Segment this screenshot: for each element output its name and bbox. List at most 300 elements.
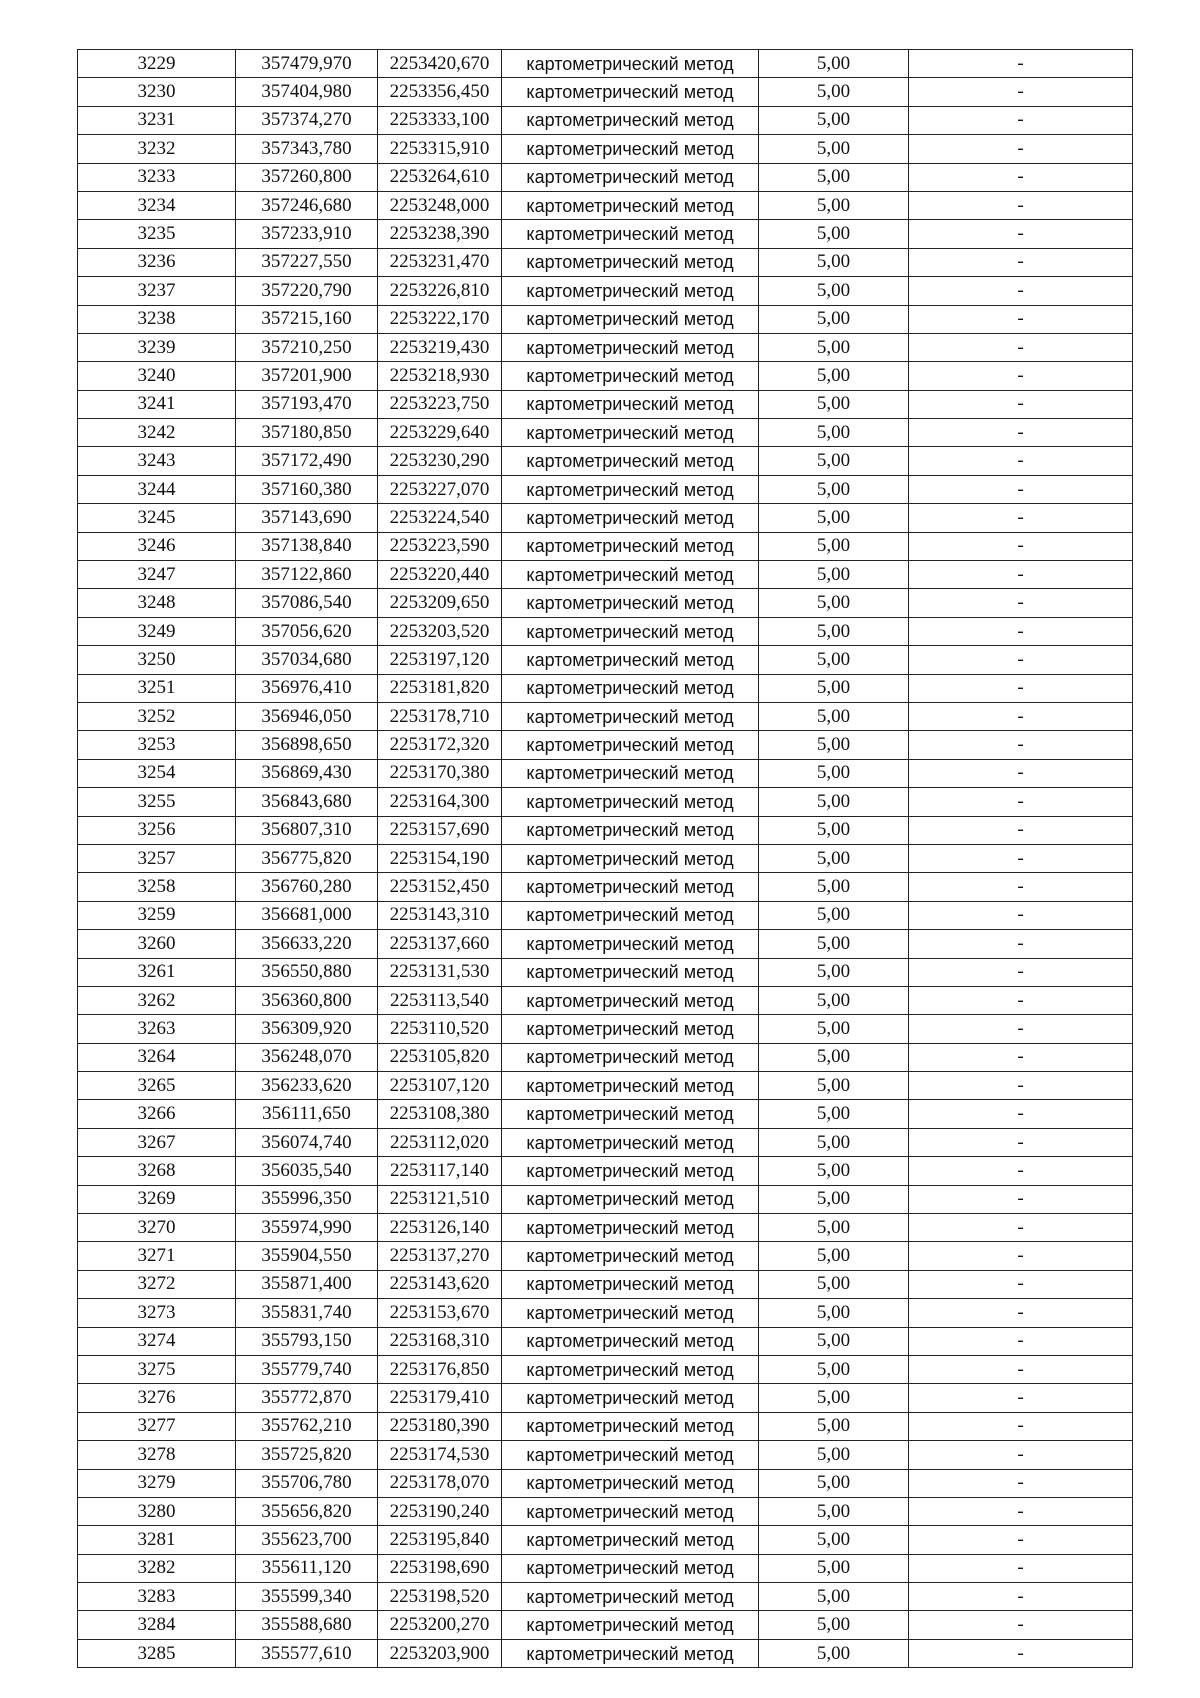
table-row <box>78 419 1133 447</box>
accuracy-cell: 5,00 <box>759 702 909 730</box>
y-coordinate-cell: 2253356,450 <box>378 78 502 106</box>
note-cell: - <box>909 532 1133 560</box>
method-cell: картометрический метод <box>502 305 759 333</box>
y-coordinate-cell: 2253180,390 <box>378 1412 502 1440</box>
accuracy-cell: 5,00 <box>759 1384 909 1412</box>
note-cell: - <box>909 419 1133 447</box>
accuracy-cell: 5,00 <box>759 220 909 248</box>
table-row <box>78 759 1133 787</box>
x-coordinate-cell: 355577,610 <box>236 1639 378 1667</box>
table-row <box>78 390 1133 418</box>
note-cell: - <box>909 759 1133 787</box>
point-number-cell: 3247 <box>78 561 236 589</box>
note-cell: - <box>909 561 1133 589</box>
x-coordinate-cell: 355656,820 <box>236 1497 378 1525</box>
method-cell: картометрический метод <box>502 788 759 816</box>
method-cell: картометрический метод <box>502 135 759 163</box>
method-cell: картометрический метод <box>502 731 759 759</box>
method-cell: картометрический метод <box>502 617 759 645</box>
method-cell: картометрический метод <box>502 447 759 475</box>
point-number-cell: 3234 <box>78 191 236 219</box>
y-coordinate-cell: 2253226,810 <box>378 277 502 305</box>
point-number-cell: 3272 <box>78 1270 236 1298</box>
x-coordinate-cell: 356976,410 <box>236 674 378 702</box>
y-coordinate-cell: 2253209,650 <box>378 589 502 617</box>
table-row <box>78 475 1133 503</box>
point-number-cell: 3237 <box>78 277 236 305</box>
accuracy-cell: 5,00 <box>759 901 909 929</box>
accuracy-cell: 5,00 <box>759 1526 909 1554</box>
table-row <box>78 1128 1133 1156</box>
note-cell: - <box>909 1015 1133 1043</box>
accuracy-cell: 5,00 <box>759 1355 909 1383</box>
point-number-cell: 3282 <box>78 1554 236 1582</box>
note-cell: - <box>909 1100 1133 1128</box>
note-cell: - <box>909 333 1133 361</box>
point-number-cell: 3239 <box>78 333 236 361</box>
x-coordinate-cell: 357034,680 <box>236 646 378 674</box>
point-number-cell: 3259 <box>78 901 236 929</box>
method-cell: картометрический метод <box>502 1043 759 1071</box>
note-cell: - <box>909 504 1133 532</box>
accuracy-cell: 5,00 <box>759 646 909 674</box>
point-number-cell: 3265 <box>78 1072 236 1100</box>
point-number-cell: 3284 <box>78 1611 236 1639</box>
y-coordinate-cell: 2253218,930 <box>378 362 502 390</box>
x-coordinate-cell: 355974,990 <box>236 1214 378 1242</box>
method-cell: картометрический метод <box>502 1554 759 1582</box>
point-number-cell: 3276 <box>78 1384 236 1412</box>
method-cell: картометрический метод <box>502 1384 759 1412</box>
x-coordinate-cell: 356360,800 <box>236 986 378 1014</box>
method-cell: картометрический метод <box>502 220 759 248</box>
x-coordinate-cell: 355793,150 <box>236 1327 378 1355</box>
x-coordinate-cell: 357122,860 <box>236 561 378 589</box>
accuracy-cell: 5,00 <box>759 163 909 191</box>
note-cell: - <box>909 1554 1133 1582</box>
method-cell: картометрический метод <box>502 532 759 560</box>
accuracy-cell: 5,00 <box>759 844 909 872</box>
table-row <box>78 447 1133 475</box>
note-cell: - <box>909 305 1133 333</box>
y-coordinate-cell: 2253231,470 <box>378 248 502 276</box>
y-coordinate-cell: 2253117,140 <box>378 1157 502 1185</box>
point-number-cell: 3267 <box>78 1128 236 1156</box>
note-cell: - <box>909 1327 1133 1355</box>
accuracy-cell: 5,00 <box>759 1469 909 1497</box>
note-cell: - <box>909 816 1133 844</box>
y-coordinate-cell: 2253164,300 <box>378 788 502 816</box>
x-coordinate-cell: 356233,620 <box>236 1072 378 1100</box>
note-cell: - <box>909 901 1133 929</box>
method-cell: картометрический метод <box>502 1441 759 1469</box>
method-cell: картометрический метод <box>502 1327 759 1355</box>
table-row <box>78 78 1133 106</box>
method-cell: картометрический метод <box>502 1242 759 1270</box>
x-coordinate-cell: 357210,250 <box>236 333 378 361</box>
method-cell: картометрический метод <box>502 1355 759 1383</box>
y-coordinate-cell: 2253200,270 <box>378 1611 502 1639</box>
method-cell: картометрический метод <box>502 390 759 418</box>
x-coordinate-cell: 357138,840 <box>236 532 378 560</box>
point-number-cell: 3251 <box>78 674 236 702</box>
table-row <box>78 1526 1133 1554</box>
x-coordinate-cell: 355779,740 <box>236 1355 378 1383</box>
table-row <box>78 958 1133 986</box>
accuracy-cell: 5,00 <box>759 1214 909 1242</box>
x-coordinate-cell: 357215,160 <box>236 305 378 333</box>
y-coordinate-cell: 2253197,120 <box>378 646 502 674</box>
x-coordinate-cell: 356869,430 <box>236 759 378 787</box>
accuracy-cell: 5,00 <box>759 1157 909 1185</box>
accuracy-cell: 5,00 <box>759 1185 909 1213</box>
y-coordinate-cell: 2253126,140 <box>378 1214 502 1242</box>
accuracy-cell: 5,00 <box>759 1072 909 1100</box>
note-cell: - <box>909 1043 1133 1071</box>
table-row <box>78 646 1133 674</box>
point-number-cell: 3280 <box>78 1497 236 1525</box>
accuracy-cell: 5,00 <box>759 106 909 134</box>
note-cell: - <box>909 1611 1133 1639</box>
method-cell: картометрический метод <box>502 1128 759 1156</box>
method-cell: картометрический метод <box>502 816 759 844</box>
point-number-cell: 3252 <box>78 702 236 730</box>
x-coordinate-cell: 356775,820 <box>236 844 378 872</box>
accuracy-cell: 5,00 <box>759 1583 909 1611</box>
point-number-cell: 3238 <box>78 305 236 333</box>
table-row <box>78 1611 1133 1639</box>
point-number-cell: 3233 <box>78 163 236 191</box>
x-coordinate-cell: 355706,780 <box>236 1469 378 1497</box>
accuracy-cell: 5,00 <box>759 561 909 589</box>
note-cell: - <box>909 191 1133 219</box>
y-coordinate-cell: 2253153,670 <box>378 1299 502 1327</box>
y-coordinate-cell: 2253220,440 <box>378 561 502 589</box>
point-number-cell: 3278 <box>78 1441 236 1469</box>
point-number-cell: 3283 <box>78 1583 236 1611</box>
note-cell: - <box>909 277 1133 305</box>
note-cell: - <box>909 674 1133 702</box>
y-coordinate-cell: 2253172,320 <box>378 731 502 759</box>
table-row <box>78 504 1133 532</box>
table-row <box>78 1242 1133 1270</box>
y-coordinate-cell: 2253121,510 <box>378 1185 502 1213</box>
table-row <box>78 1015 1133 1043</box>
y-coordinate-cell: 2253168,310 <box>378 1327 502 1355</box>
method-cell: картометрический метод <box>502 1214 759 1242</box>
x-coordinate-cell: 357086,540 <box>236 589 378 617</box>
coordinates-table <box>77 49 1133 1668</box>
x-coordinate-cell: 357404,980 <box>236 78 378 106</box>
x-coordinate-cell: 355831,740 <box>236 1299 378 1327</box>
accuracy-cell: 5,00 <box>759 1497 909 1525</box>
accuracy-cell: 5,00 <box>759 1128 909 1156</box>
y-coordinate-cell: 2253108,380 <box>378 1100 502 1128</box>
note-cell: - <box>909 731 1133 759</box>
point-number-cell: 3277 <box>78 1412 236 1440</box>
x-coordinate-cell: 356633,220 <box>236 930 378 958</box>
point-number-cell: 3274 <box>78 1327 236 1355</box>
x-coordinate-cell: 355996,350 <box>236 1185 378 1213</box>
accuracy-cell: 5,00 <box>759 986 909 1014</box>
accuracy-cell: 5,00 <box>759 930 909 958</box>
point-number-cell: 3279 <box>78 1469 236 1497</box>
point-number-cell: 3230 <box>78 78 236 106</box>
x-coordinate-cell: 357056,620 <box>236 617 378 645</box>
y-coordinate-cell: 2253222,170 <box>378 305 502 333</box>
accuracy-cell: 5,00 <box>759 958 909 986</box>
note-cell: - <box>909 1299 1133 1327</box>
method-cell: картометрический метод <box>502 1611 759 1639</box>
y-coordinate-cell: 2253176,850 <box>378 1355 502 1383</box>
method-cell: картометрический метод <box>502 1469 759 1497</box>
method-cell: картометрический метод <box>502 1639 759 1667</box>
point-number-cell: 3263 <box>78 1015 236 1043</box>
table-row <box>78 1583 1133 1611</box>
accuracy-cell: 5,00 <box>759 1242 909 1270</box>
note-cell: - <box>909 220 1133 248</box>
point-number-cell: 3285 <box>78 1639 236 1667</box>
accuracy-cell: 5,00 <box>759 816 909 844</box>
table-row <box>78 532 1133 560</box>
accuracy-cell: 5,00 <box>759 419 909 447</box>
point-number-cell: 3273 <box>78 1299 236 1327</box>
y-coordinate-cell: 2253113,540 <box>378 986 502 1014</box>
note-cell: - <box>909 1270 1133 1298</box>
method-cell: картометрический метод <box>502 958 759 986</box>
y-coordinate-cell: 2253137,270 <box>378 1242 502 1270</box>
method-cell: картометрический метод <box>502 674 759 702</box>
y-coordinate-cell: 2253219,430 <box>378 333 502 361</box>
accuracy-cell: 5,00 <box>759 788 909 816</box>
y-coordinate-cell: 2253154,190 <box>378 844 502 872</box>
x-coordinate-cell: 357260,800 <box>236 163 378 191</box>
point-number-cell: 3261 <box>78 958 236 986</box>
table-row <box>78 305 1133 333</box>
accuracy-cell: 5,00 <box>759 1441 909 1469</box>
coordinates-table-body <box>78 50 1133 1668</box>
method-cell: картометрический метод <box>502 901 759 929</box>
x-coordinate-cell: 357343,780 <box>236 135 378 163</box>
method-cell: картометрический метод <box>502 986 759 1014</box>
y-coordinate-cell: 2253198,520 <box>378 1583 502 1611</box>
y-coordinate-cell: 2253223,750 <box>378 390 502 418</box>
table-row <box>78 674 1133 702</box>
accuracy-cell: 5,00 <box>759 277 909 305</box>
method-cell: картометрический метод <box>502 1185 759 1213</box>
method-cell: картометрический метод <box>502 1412 759 1440</box>
table-row <box>78 135 1133 163</box>
y-coordinate-cell: 2253137,660 <box>378 930 502 958</box>
point-number-cell: 3257 <box>78 844 236 872</box>
x-coordinate-cell: 356111,650 <box>236 1100 378 1128</box>
method-cell: картометрический метод <box>502 646 759 674</box>
note-cell: - <box>909 1497 1133 1525</box>
y-coordinate-cell: 2253264,610 <box>378 163 502 191</box>
table-row <box>78 1100 1133 1128</box>
method-cell: картометрический метод <box>502 475 759 503</box>
point-number-cell: 3240 <box>78 362 236 390</box>
note-cell: - <box>909 1128 1133 1156</box>
note-cell: - <box>909 1583 1133 1611</box>
y-coordinate-cell: 2253178,070 <box>378 1469 502 1497</box>
x-coordinate-cell: 357143,690 <box>236 504 378 532</box>
point-number-cell: 3262 <box>78 986 236 1014</box>
x-coordinate-cell: 357172,490 <box>236 447 378 475</box>
point-number-cell: 3248 <box>78 589 236 617</box>
y-coordinate-cell: 2253179,410 <box>378 1384 502 1412</box>
method-cell: картометрический метод <box>502 106 759 134</box>
table-row <box>78 248 1133 276</box>
accuracy-cell: 5,00 <box>759 1299 909 1327</box>
method-cell: картометрический метод <box>502 1157 759 1185</box>
accuracy-cell: 5,00 <box>759 1611 909 1639</box>
note-cell: - <box>909 1412 1133 1440</box>
table-row <box>78 1384 1133 1412</box>
note-cell: - <box>909 447 1133 475</box>
table-row <box>78 1043 1133 1071</box>
table-row <box>78 1214 1133 1242</box>
method-cell: картометрический метод <box>502 504 759 532</box>
table-row <box>78 1412 1133 1440</box>
accuracy-cell: 5,00 <box>759 305 909 333</box>
y-coordinate-cell: 2253105,820 <box>378 1043 502 1071</box>
table-row <box>78 1157 1133 1185</box>
note-cell: - <box>909 1242 1133 1270</box>
y-coordinate-cell: 2253248,000 <box>378 191 502 219</box>
note-cell: - <box>909 617 1133 645</box>
note-cell: - <box>909 50 1133 78</box>
note-cell: - <box>909 986 1133 1014</box>
y-coordinate-cell: 2253110,520 <box>378 1015 502 1043</box>
accuracy-cell: 5,00 <box>759 475 909 503</box>
accuracy-cell: 5,00 <box>759 504 909 532</box>
table-row <box>78 1441 1133 1469</box>
x-coordinate-cell: 357220,790 <box>236 277 378 305</box>
table-row <box>78 163 1133 191</box>
x-coordinate-cell: 356843,680 <box>236 788 378 816</box>
y-coordinate-cell: 2253157,690 <box>378 816 502 844</box>
method-cell: картометрический метод <box>502 50 759 78</box>
note-cell: - <box>909 106 1133 134</box>
x-coordinate-cell: 356248,070 <box>236 1043 378 1071</box>
x-coordinate-cell: 357160,380 <box>236 475 378 503</box>
method-cell: картометрический метод <box>502 163 759 191</box>
point-number-cell: 3256 <box>78 816 236 844</box>
method-cell: картометрический метод <box>502 362 759 390</box>
point-number-cell: 3281 <box>78 1526 236 1554</box>
y-coordinate-cell: 2253333,100 <box>378 106 502 134</box>
note-cell: - <box>909 248 1133 276</box>
method-cell: картометрический метод <box>502 702 759 730</box>
table-row <box>78 816 1133 844</box>
x-coordinate-cell: 355725,820 <box>236 1441 378 1469</box>
table-row <box>78 1185 1133 1213</box>
note-cell: - <box>909 1072 1133 1100</box>
method-cell: картометрический метод <box>502 191 759 219</box>
table-row <box>78 1270 1133 1298</box>
y-coordinate-cell: 2253203,520 <box>378 617 502 645</box>
note-cell: - <box>909 163 1133 191</box>
y-coordinate-cell: 2253224,540 <box>378 504 502 532</box>
table-row <box>78 1327 1133 1355</box>
point-number-cell: 3246 <box>78 532 236 560</box>
point-number-cell: 3243 <box>78 447 236 475</box>
y-coordinate-cell: 2253195,840 <box>378 1526 502 1554</box>
table-row <box>78 986 1133 1014</box>
accuracy-cell: 5,00 <box>759 731 909 759</box>
y-coordinate-cell: 2253178,710 <box>378 702 502 730</box>
x-coordinate-cell: 356807,310 <box>236 816 378 844</box>
accuracy-cell: 5,00 <box>759 1043 909 1071</box>
table-row <box>78 220 1133 248</box>
accuracy-cell: 5,00 <box>759 1554 909 1582</box>
y-coordinate-cell: 2253190,240 <box>378 1497 502 1525</box>
point-number-cell: 3268 <box>78 1157 236 1185</box>
y-coordinate-cell: 2253112,020 <box>378 1128 502 1156</box>
note-cell: - <box>909 1185 1133 1213</box>
accuracy-cell: 5,00 <box>759 135 909 163</box>
point-number-cell: 3235 <box>78 220 236 248</box>
method-cell: картометрический метод <box>502 561 759 589</box>
accuracy-cell: 5,00 <box>759 390 909 418</box>
method-cell: картометрический метод <box>502 419 759 447</box>
note-cell: - <box>909 930 1133 958</box>
point-number-cell: 3260 <box>78 930 236 958</box>
y-coordinate-cell: 2253107,120 <box>378 1072 502 1100</box>
y-coordinate-cell: 2253203,900 <box>378 1639 502 1667</box>
accuracy-cell: 5,00 <box>759 617 909 645</box>
y-coordinate-cell: 2253230,290 <box>378 447 502 475</box>
accuracy-cell: 5,00 <box>759 1270 909 1298</box>
accuracy-cell: 5,00 <box>759 532 909 560</box>
method-cell: картометрический метод <box>502 873 759 901</box>
table-row <box>78 1299 1133 1327</box>
note-cell: - <box>909 135 1133 163</box>
y-coordinate-cell: 2253143,620 <box>378 1270 502 1298</box>
method-cell: картометрический метод <box>502 589 759 617</box>
table-row <box>78 617 1133 645</box>
table-row <box>78 333 1133 361</box>
method-cell: картометрический метод <box>502 1526 759 1554</box>
accuracy-cell: 5,00 <box>759 674 909 702</box>
y-coordinate-cell: 2253152,450 <box>378 873 502 901</box>
point-number-cell: 3244 <box>78 475 236 503</box>
note-cell: - <box>909 1214 1133 1242</box>
note-cell: - <box>909 646 1133 674</box>
y-coordinate-cell: 2253181,820 <box>378 674 502 702</box>
accuracy-cell: 5,00 <box>759 362 909 390</box>
accuracy-cell: 5,00 <box>759 589 909 617</box>
method-cell: картометрический метод <box>502 1497 759 1525</box>
table-row <box>78 50 1133 78</box>
point-number-cell: 3242 <box>78 419 236 447</box>
table-row <box>78 1072 1133 1100</box>
table-row <box>78 901 1133 929</box>
y-coordinate-cell: 2253198,690 <box>378 1554 502 1582</box>
table-row <box>78 1355 1133 1383</box>
x-coordinate-cell: 356681,000 <box>236 901 378 929</box>
x-coordinate-cell: 355772,870 <box>236 1384 378 1412</box>
accuracy-cell: 5,00 <box>759 447 909 475</box>
table-row <box>78 1639 1133 1667</box>
y-coordinate-cell: 2253143,310 <box>378 901 502 929</box>
table-row <box>78 788 1133 816</box>
x-coordinate-cell: 355762,210 <box>236 1412 378 1440</box>
y-coordinate-cell: 2253229,640 <box>378 419 502 447</box>
method-cell: картометрический метод <box>502 1015 759 1043</box>
accuracy-cell: 5,00 <box>759 759 909 787</box>
